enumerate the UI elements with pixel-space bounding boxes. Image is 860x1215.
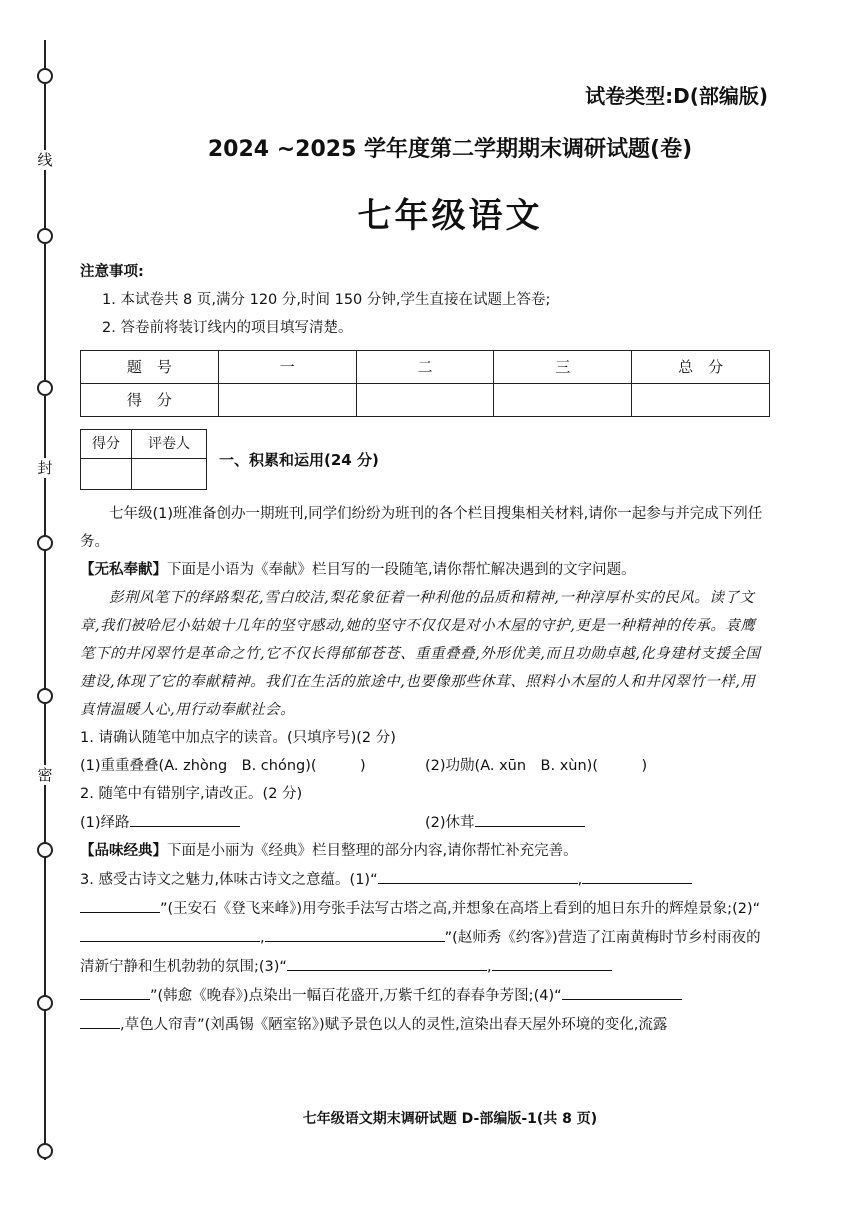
question-1-option-b: (2)功勋(A. xūn B. xùn)( ) (425, 758, 648, 774)
grader-name-label: 评卷人 (132, 430, 207, 459)
section-intro: 七年级(1)班准备创办一期班刊,同学们纷纷为班刊的各个栏目搜集相关材料,请你一起参与并完成下列任务。 (80, 506, 763, 550)
exam-type: 试卷类型:D(部编版) (585, 84, 768, 108)
exam-title: 2024 ~2025 学年度第二学期期末调研试题(卷) (207, 137, 693, 162)
notice-item: 2. 答卷前将装订线内的项目填写清楚。 (102, 320, 353, 336)
task-2-tag: 【品味经典】 (80, 843, 167, 859)
question-1-options (80, 752, 770, 780)
score-cell[interactable] (218, 384, 356, 417)
binding-ring (37, 68, 53, 84)
question-3: 3. 感受古诗文之魅力,体味古诗文之意蕴。(1)“ , ”(王安石《登飞来峰》)用夸张手法写古塔之高,并想象在高塔上看到的旭日东升的辉煌景象;(2)“, ”(赵师秀《约客》)营造了江南黄梅时节乡村雨夜的清新宁静和生机勃勃的氛围;(3)“ , ”(韩愈《晚春》)点染出一幅百花盛开,万紫千红的春春争芳图;(4)“ ,草色人帘青”(刘禹锡《陋室铭》)赋予景色以人的灵性,渲染出春天屋外环境的变化,流露 (80, 865, 770, 1039)
score-table-col-2: 二 (356, 351, 494, 384)
answer-blank[interactable] (80, 923, 260, 942)
question-2-item-b: (2)休茸 (425, 815, 475, 831)
score-table-header-label: 题 号 (81, 351, 219, 384)
answer-blank[interactable] (287, 952, 487, 971)
question-2: 2. 随笔中有错别字,请改正。(2 分) (80, 786, 303, 802)
binding-ring (37, 1143, 53, 1159)
answer-blank[interactable] (80, 894, 160, 913)
binding-ring (37, 535, 53, 551)
task-2-text: 下面是小丽为《经典》栏目整理的部分内容,请你帮忙补充完善。 (167, 843, 578, 859)
binding-ring (37, 688, 53, 704)
score-cell[interactable] (632, 384, 770, 417)
page-content (80, 258, 770, 1039)
grader-name-cell[interactable] (132, 459, 207, 490)
question-2-item-a: (1)绎路 (80, 815, 130, 831)
score-cell[interactable] (494, 384, 632, 417)
section-header (80, 429, 770, 490)
answer-blank[interactable] (265, 923, 445, 942)
question-3-part: ,草色人帘青”(刘禹锡《陋室铭》)赋予景色以人的灵性,渲染出春天屋外环境的变化,流露 (120, 1017, 668, 1033)
binding-char-feng: 封 (35, 458, 55, 478)
score-table-col-3: 三 (494, 351, 632, 384)
grader-table (80, 429, 207, 490)
question-3-part: 3. 感受古诗文之魅力,体味古诗文之意蕴。(1)“ (80, 872, 378, 888)
question-2-items (80, 808, 770, 837)
binding-char-mi: 密 (35, 765, 55, 785)
task-2 (80, 837, 770, 865)
question-3-part: ”(赵师秀《约客》)营造了江南黄梅时节乡村雨夜的清新宁静和生机勃勃的氛围;(3)“ (80, 930, 761, 975)
binding-ring (37, 380, 53, 396)
score-table-score-label: 得 分 (81, 384, 219, 417)
binding-ring (37, 842, 53, 858)
grader-score-label: 得分 (81, 430, 132, 459)
binding-char-xian: 线 (35, 150, 55, 170)
question-3-part: ”(韩愈《晚春》)点染出一幅百花盛开,万紫千红的春春争芳图;(4)“ (150, 988, 562, 1004)
task-1-tag: 【无私奉献】 (80, 562, 167, 578)
question-3-part: ”(王安石《登飞来峰》)用夸张手法写古塔之高,并想象在高塔上看到的旭日东升的辉煌景象;(2)“ (160, 901, 761, 917)
question-1-option-a: (1)重重叠叠(A. zhòng B. chóng)( ) (80, 758, 366, 774)
answer-blank[interactable] (562, 981, 682, 1000)
essay-paragraph: 彭荆风笔下的绎路梨花,雪白皎洁,梨花象征着一种利他的品质和精神,一种淳厚朴实的民风。读了文章,我们被哈尼小姑娘十几年的坚守感动,她的坚守不仅仅是对小木屋的守护,更是一种精神的传承。袁鹰笔下的井冈翠竹是革命之竹,它不仅长得郁郁苍苍、重重叠叠,外形优美,而且功勋卓越,化身建材支援全国建设,体现了它的奉献精神。我们在生活的旅途中,也要像那些休茸、照料小木屋的人和井冈翠竹一样,用真情温暖人心,用行动奉献社会。 (80, 590, 761, 718)
answer-blank[interactable] (130, 808, 240, 827)
answer-blank[interactable] (582, 865, 692, 884)
score-table (80, 350, 770, 417)
task-1 (80, 556, 770, 584)
score-cell[interactable] (356, 384, 494, 417)
answer-blank[interactable] (80, 981, 150, 1000)
binding-ring (37, 995, 53, 1011)
subject-title: 七年级语文 (357, 196, 543, 236)
answer-blank[interactable] (492, 952, 612, 971)
answer-blank[interactable] (80, 1010, 120, 1029)
question-1: 1. 请确认随笔中加点字的读音。(只填序号)(2 分) (80, 730, 396, 746)
score-table-col-total: 总 分 (632, 351, 770, 384)
answer-blank[interactable] (475, 808, 585, 827)
notice-item: 1. 本试卷共 8 页,满分 120 分,时间 150 分钟,学生直接在试题上答卷; (102, 292, 551, 308)
score-table-col-1: 一 (218, 351, 356, 384)
page-footer: 七年级语文期末调研试题 D-部编版-1(共 8 页) (302, 1111, 598, 1127)
answer-blank[interactable] (378, 865, 578, 884)
section-title: 一、积累和运用(24 分) (219, 450, 379, 469)
notice-title: 注意事项: (80, 264, 144, 280)
task-1-text: 下面是小语为《奉献》栏目写的一段随笔,请你帮忙解决遇到的文字问题。 (167, 562, 636, 578)
grader-score-cell[interactable] (81, 459, 132, 490)
